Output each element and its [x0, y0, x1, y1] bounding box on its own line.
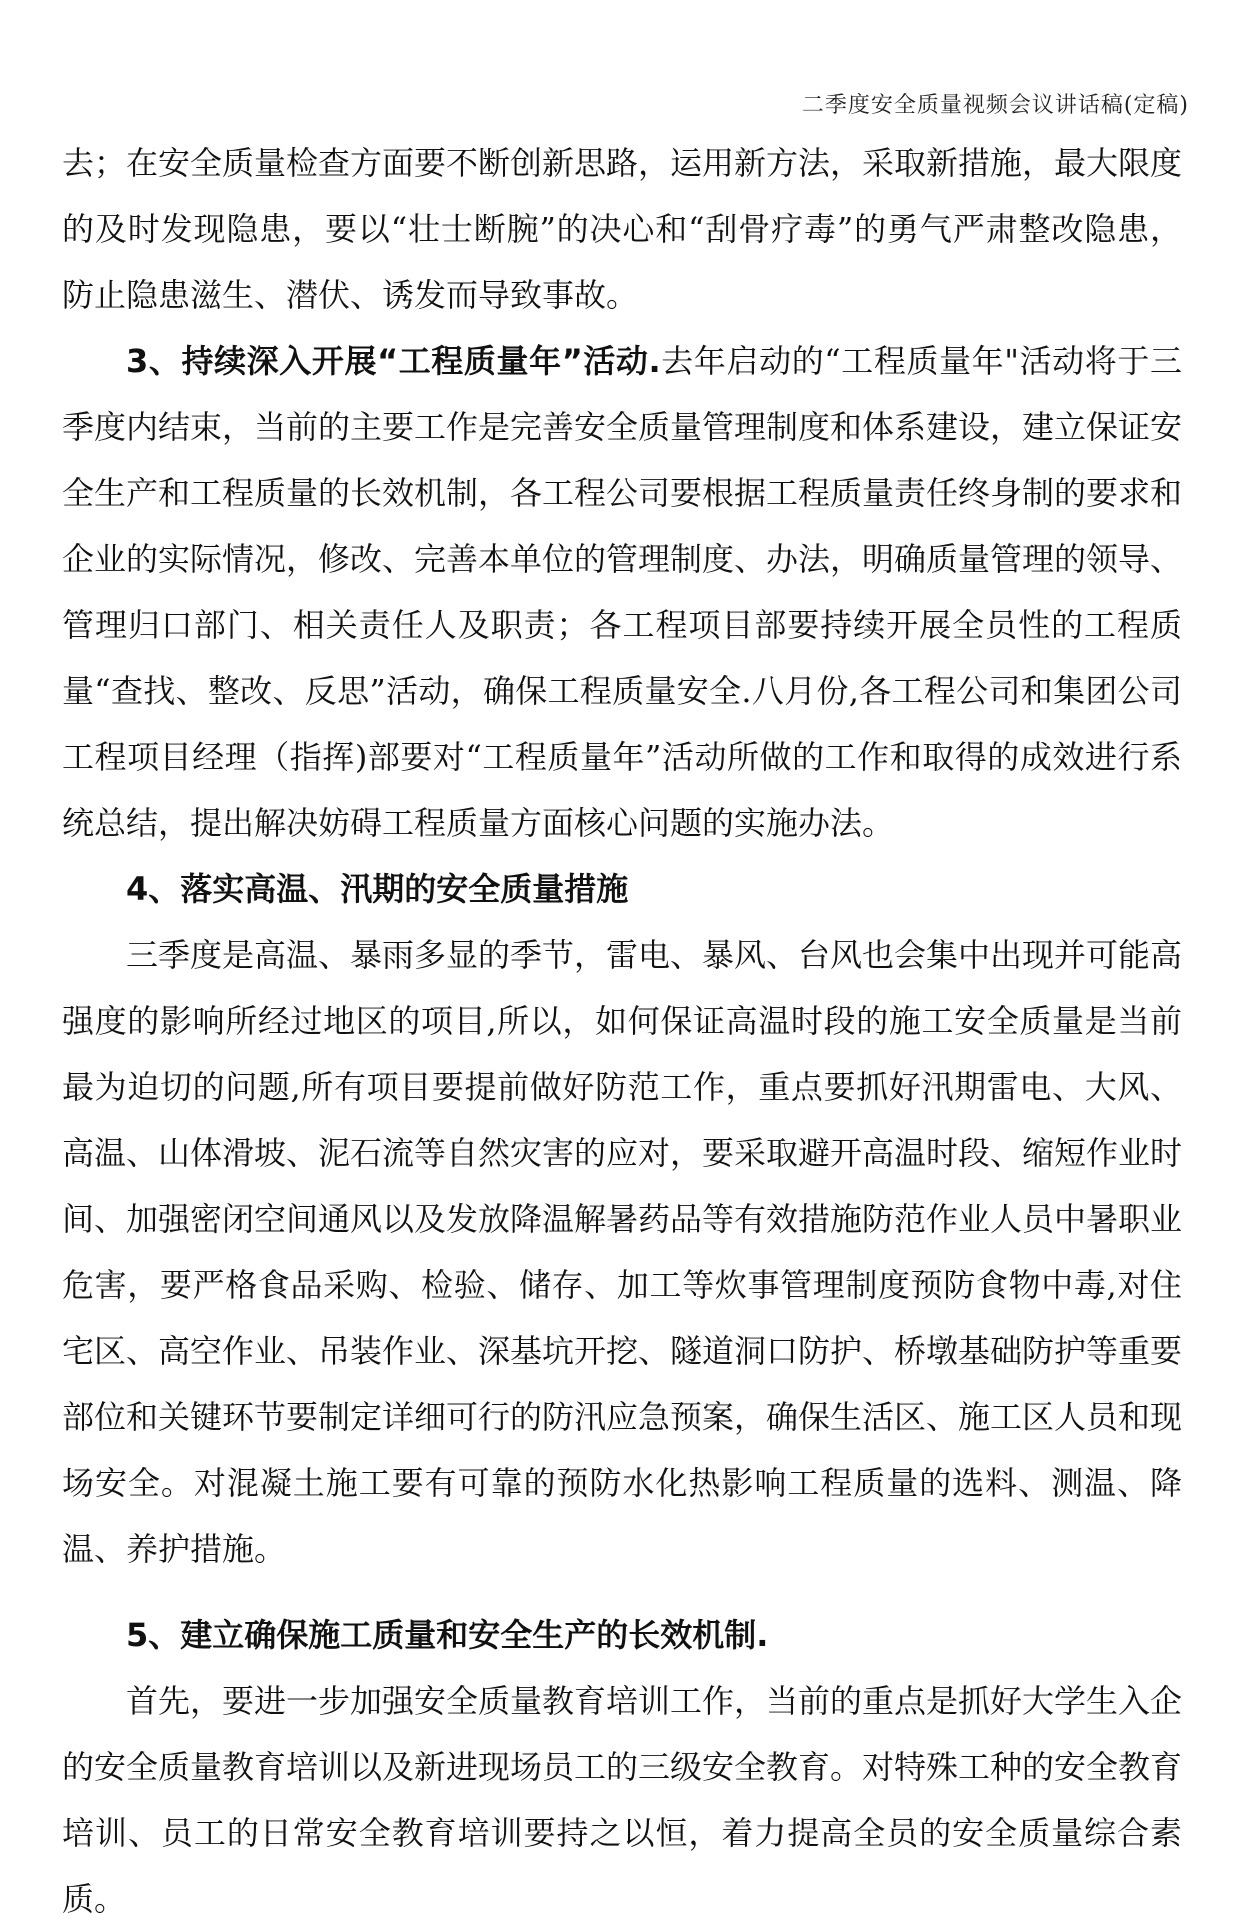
document-body [62, 130, 1182, 1932]
section-4-body: 三季度是高温、暴雨多显的季节，雷电、暴风、台风也会集中出现并可能高强度的影响所经过地区的项目,所以，如何保证高温时段的施工安全质量是当前最为迫切的问题,所有项目要提前做好防范工作，重点要抓好汛期雷电、大风、高温、山体滑坡、泥石流等自然灾害的应对，要采取避开高温时段、缩短作业时间、加强密闭空间通风以及发放降温解暑药品等有效措施防范作业人员中暑职业危害，要严格食品采购、检验、储存、加工等炊事管理制度预防食物中毒,对住宅区、高空作业、吊装作业、深基坑开挖、隧道洞口防护、桥墩基础防护等重要部位和关键环节要制定详细可行的防汛应急预案，确保生活区、施工区人员和现场安全。对混凝土施工要有可靠的预防水化热影响工程质量的选料、测温、降温、养护措施。 [62, 936, 1183, 1568]
section-3-paragraph [62, 328, 1182, 856]
section-3-heading: 3、持续深入开展“工程质量年”活动. [126, 342, 661, 380]
running-header: 二季度安全质量视频会议讲话稿(定稿) [801, 93, 1189, 118]
paragraph-continuation: 去；在安全质量检查方面要不断创新思路，运用新方法，采取新措施，最大限度的及时发现隐患，要以“壮士断腕”的决心和“刮骨疗毒”的勇气严肃整改隐患，防止隐患滋生、潜伏、诱发而导致事故。 [62, 144, 1183, 314]
section-3-body: 去年启动的“工程质量年"活动将于三季度内结束，当前的主要工作是完善安全质量管理制度和体系建设，建立保证安全生产和工程质量的长效机制，各工程公司要根据工程质量责任终身制的要求和企业的实际情况，修改、完善本单位的管理制度、办法，明确质量管理的领导、管理归口部门、相关责任人及职责；各工程项目部要持续开展全员性的工程质量“查找、整改、反思”活动，确保工程质量安全.八月份,各工程公司和集团公司工程项目经理（指挥)部要对“工程质量年”活动所做的工作和取得的成效进行系统总结，提出解决妨碍工程质量方面核心问题的实施办法。 [62, 342, 1183, 842]
section-5-heading: 5、建立确保施工质量和安全生产的长效机制. [126, 1616, 769, 1654]
section-4-heading: 4、落实高温、汛期的安全质量措施 [126, 870, 629, 908]
paragraph-gap [62, 1582, 1182, 1602]
section-5-body: 首先，要进一步加强安全质量教育培训工作，当前的重点是抓好大学生入企的安全质量教育培训以及新进现场员工的三级安全教育。对特殊工种的安全教育培训、员工的日常安全教育培训要持之以恒，着力提高全员的安全质量综合素质。 [62, 1682, 1183, 1918]
